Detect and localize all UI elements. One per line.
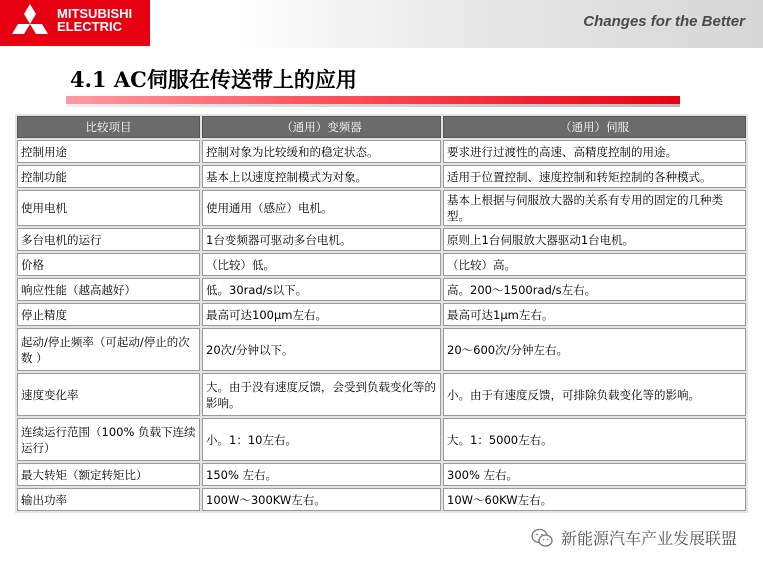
header-servo: （通用）伺服: [443, 116, 746, 138]
servo-cell: 适用于位置控制、速度控制和转矩控制的各种模式。: [443, 165, 746, 188]
servo-cell: 20～600次/分钟左右。: [443, 328, 746, 371]
brand-line-2: ELECTRIC: [57, 19, 122, 34]
title-underline-shadow: [66, 104, 680, 107]
inverter-cell: 100W～300KW左右。: [202, 488, 441, 511]
servo-cell: 高。200～1500rad/s左右。: [443, 278, 746, 301]
mitsubishi-diamonds-logo: [8, 4, 52, 44]
wechat-icon: [531, 528, 553, 548]
row-item-cell: 价格: [17, 253, 200, 276]
servo-cell: （比较）高。: [443, 253, 746, 276]
footer-text: 新能源汽车产业发展联盟: [560, 529, 737, 548]
servo-cell: 基本上根据与伺服放大器的关系有专用的固定的几种类型。: [443, 190, 746, 226]
inverter-cell: （比较）低。: [202, 253, 441, 276]
title-underline: [66, 96, 680, 104]
header-bar: [0, 0, 763, 48]
header-item: 比较项目: [17, 116, 200, 138]
inverter-cell: 小。1：10左右。: [202, 418, 441, 461]
table-row: [17, 303, 746, 326]
inverter-cell: 150% 左右。: [202, 463, 441, 486]
row-item-cell: 起动/停止频率（可起动/停止的次数 ）: [17, 328, 200, 371]
brand-name: [57, 7, 132, 33]
slogan: Changes for the Better: [583, 13, 745, 30]
page-title: 4.1 AC伺服在传送带上的应用: [70, 67, 357, 92]
table-row: [17, 190, 746, 226]
table-row: [17, 253, 746, 276]
inverter-cell: 使用通用（感应）电机。: [202, 190, 441, 226]
table-row: [17, 228, 746, 251]
row-item-cell: 停止精度: [17, 303, 200, 326]
servo-cell: 大。1：5000左右。: [443, 418, 746, 461]
servo-cell: 300% 左右。: [443, 463, 746, 486]
table-header-row: [17, 116, 746, 138]
row-item-cell: 控制功能: [17, 165, 200, 188]
table-row: [17, 463, 746, 486]
row-item-cell: 输出功率: [17, 488, 200, 511]
servo-cell: 原则上1台伺服放大器驱动1台电机。: [443, 228, 746, 251]
inverter-cell: 控制对象为比较缓和的稳定状态。: [202, 140, 441, 163]
inverter-cell: 基本上以速度控制模式为对象。: [202, 165, 441, 188]
row-item-cell: 控制用途: [17, 140, 200, 163]
servo-cell: 10W～60KW左右。: [443, 488, 746, 511]
inverter-cell: 20次/分钟以下。: [202, 328, 441, 371]
table-row: [17, 140, 746, 163]
inverter-cell: 1台变频器可驱动多台电机。: [202, 228, 441, 251]
servo-cell: 小。由于有速度反馈，可排除负载变化等的影响。: [443, 373, 746, 416]
brand-logo: [0, 0, 150, 46]
brand-line-1: MITSUBISHI: [57, 6, 133, 21]
inverter-cell: 低。30rad/s以下。: [202, 278, 441, 301]
row-item-cell: 最大转矩（额定转矩比）: [17, 463, 200, 486]
footer-watermark: [531, 526, 737, 549]
inverter-cell: 最高可达100μm左右。: [202, 303, 441, 326]
table-row: [17, 165, 746, 188]
table-row: [17, 278, 746, 301]
table-row: [17, 373, 746, 416]
comparison-table: [15, 114, 748, 513]
inverter-cell: 大。由于没有速度反馈，会受到负载变化等的影响。: [202, 373, 441, 416]
row-item-cell: 响应性能（越高越好）: [17, 278, 200, 301]
table-row: [17, 328, 746, 371]
table-row: [17, 418, 746, 461]
row-item-cell: 速度变化率: [17, 373, 200, 416]
servo-cell: 最高可达1μm左右。: [443, 303, 746, 326]
row-item-cell: 使用电机: [17, 190, 200, 226]
row-item-cell: 多台电机的运行: [17, 228, 200, 251]
row-item-cell: 连续运行范围（100% 负载下连续运行）: [17, 418, 200, 461]
header-inverter: （通用）变频器: [202, 116, 441, 138]
table-row: [17, 488, 746, 511]
servo-cell: 要求进行过渡性的高速、高精度控制的用途。: [443, 140, 746, 163]
